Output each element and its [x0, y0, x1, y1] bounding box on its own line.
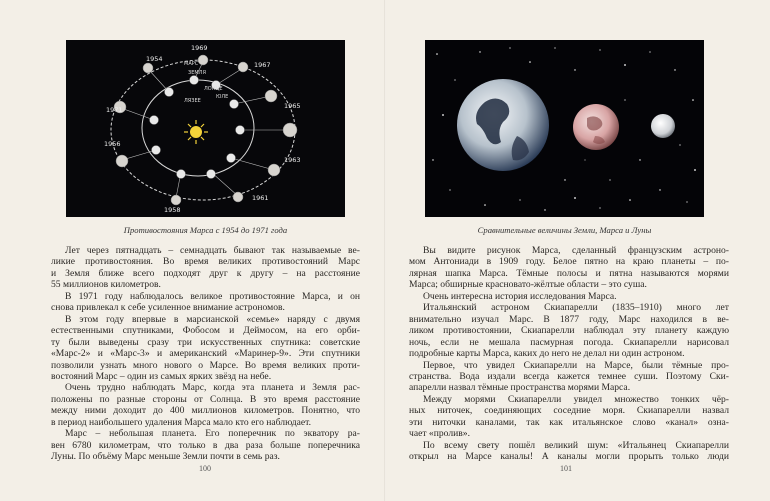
- diagram-label: ЛОНЦЕ: [204, 86, 223, 92]
- year-label: 1967: [254, 61, 271, 69]
- year-label: 1969: [191, 44, 208, 52]
- text-line: эти ниточки каналами, так как итальянское слово «канал» озна-: [409, 416, 729, 428]
- text-line: в период наибольшего удаления Марса мало кто его наблюдает.: [51, 416, 312, 428]
- text-line: мом Антониади в 1909 году. Белое пятно на краю планеты – по-: [409, 256, 729, 268]
- text-line: Вы видите рисунок Марса, сделанный французским астроно-: [423, 245, 729, 256]
- text-line: ликом противостоянии, Скиапарелли наблюдал эту планету каждую: [409, 325, 729, 337]
- text-line: Луны. По объёму Марс меньше Земли почти в семь раз.: [51, 451, 280, 463]
- text-line: Между морями Скиапарелли увидел множество тонких чёр-: [423, 393, 729, 405]
- text-line: позволили узнать много нового о Марсе. Во время великих проти-: [51, 359, 360, 371]
- year-label: 1956: [104, 140, 121, 148]
- text-line: В 1971 году наблюдалось великое противостояние Марса, и он: [65, 290, 360, 302]
- text-line: снова привлекал к себе усиленное внимание астрономов.: [51, 302, 285, 314]
- diagram-label: ЛЯЗЕЕ: [184, 98, 201, 104]
- text-line: 55 миллионов километров.: [51, 279, 161, 291]
- text-line: и Земля ближе всего подходят друг к другу – на расстояние: [51, 267, 360, 279]
- text-line: По всему свету пошёл великий шум: «Итальянец Скиапарелли: [423, 439, 729, 451]
- text-line: естественными спутниками, Фобосом и Деймосом, на его орби-: [51, 325, 360, 337]
- text-line: ных ниточек, соединяющих соседние моря. Скиапарелли назвал: [409, 405, 729, 417]
- text-line: апарелли назвал тёмные пространства морями Марса.: [409, 382, 631, 394]
- body-text: [409, 245, 729, 463]
- text-line: ликие противостояния. Во время великих противостояний Марс: [51, 256, 360, 268]
- body-text: [51, 245, 360, 463]
- year-label: 1958: [164, 206, 181, 214]
- figure-caption: Противостояния Марса с 1954 до 1971 года: [123, 225, 288, 235]
- year-label: 1961: [252, 194, 269, 202]
- text-line: Первое, что увидел Скиапарелли на Марсе, были тёмные про-: [423, 359, 729, 371]
- text-line: Итальянский астроном Скиапарелли (1835–1910) много лет: [423, 302, 729, 314]
- mars-oppositions-diagram: [66, 40, 345, 217]
- text-line: внимательно изучал Марс. В 1877 году, Марс находился в ве-: [409, 313, 729, 325]
- year-label: 1971: [106, 106, 123, 114]
- text-line: Очень интересна история исследования Марса.: [423, 290, 617, 302]
- text-line: между ними доходит до 400 миллионов километров. Понятно, что: [51, 405, 360, 417]
- text-line: Марса; обширные красновато-жёлтые области – это суша.: [409, 279, 647, 291]
- earth-icon: [457, 79, 549, 171]
- text-line: ночь, если не мешала пасмурная погода. Скиапарелли нарисовал: [409, 336, 729, 348]
- year-label: 1954: [146, 55, 163, 63]
- text-line: положены по разные стороны от Солнца. В это время расстояние: [51, 393, 360, 405]
- page-number: 100: [199, 464, 211, 473]
- diagram-label: ЗЕМЛЯ: [188, 70, 206, 76]
- text-line: Марс – небольшая планета. Его поперечник по экватору ра-: [65, 428, 360, 440]
- text-line: лярная шапка Марса. Тёмные полосы и пятна называются морями: [409, 267, 729, 279]
- moon-icon: [651, 114, 675, 138]
- page-number: 101: [560, 464, 572, 473]
- text-line: В этом году впервые в марсианской «семье» наряду с двумя: [65, 313, 360, 325]
- diagram-label: МАРС: [184, 61, 199, 67]
- year-label: 1963: [284, 156, 301, 164]
- text-line: востояний Марс – один из самых ярких звёзд на небе.: [51, 370, 272, 382]
- text-line: Лет через пятнадцать – семнадцать бывают так называемые ве-: [65, 245, 360, 256]
- text-line: Очень трудно наблюдать Марс, когда эта планета и Земля рас-: [65, 382, 360, 394]
- text-line: ту были выведены сразу три искусственных спутника: советские: [51, 336, 360, 348]
- mars-icon: [573, 104, 619, 150]
- figure-caption: Сравнительные величины Земли, Марса и Луны: [477, 225, 652, 235]
- year-label: 1965: [284, 102, 301, 110]
- text-line: подробные карты Марса, каких до него не делал ни один астроном.: [409, 348, 685, 360]
- text-line: открыл на Марсе каналы! А каналы могли прорыть только люди: [409, 451, 729, 463]
- text-line: чает «пролив».: [409, 428, 470, 440]
- text-line: вен 6780 километрам, что только в два раза больше поперечника: [51, 439, 360, 451]
- text-line: странства. Вода издали всегда кажется темнее суши. Поэтому Ски-: [409, 370, 729, 382]
- text-line: «Марс-2» и «Марс-3» и американский «Маринер-9». Эти спутники: [51, 348, 360, 360]
- right-page: [385, 0, 770, 501]
- planet-size-comparison-image: [425, 40, 704, 217]
- diagram-label: ЮЛЕ: [216, 94, 229, 100]
